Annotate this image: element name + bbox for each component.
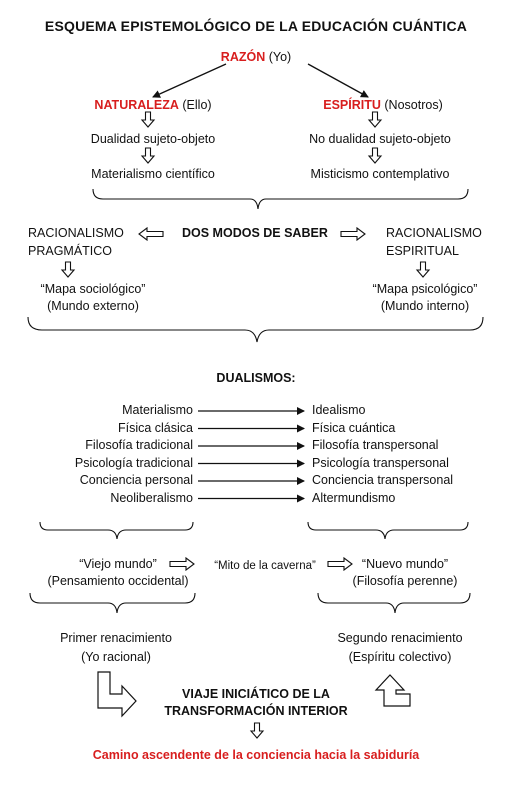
dualism-right-item: Psicología transpersonal xyxy=(312,455,449,470)
yo-racional: (Yo racional) xyxy=(81,650,151,664)
dualismos-heading: DUALISMOS: xyxy=(216,371,296,385)
razon-label: RAZÓN xyxy=(220,50,266,64)
nuevo-mundo: “Nuevo mundo” xyxy=(361,557,449,571)
arrow-to-espiritu xyxy=(308,64,368,97)
mapa-psicologico: “Mapa psicológico” xyxy=(372,282,478,296)
pensamiento-occidental: (Pensamiento occidental) xyxy=(47,574,189,588)
naturaleza-node xyxy=(94,98,211,113)
mundo-externo: (Mundo externo) xyxy=(47,299,139,313)
dualism-arrows xyxy=(198,411,304,499)
conclusion: Camino ascendente de la conciencia hacia la sabiduría xyxy=(92,748,420,762)
espiritu-colectivo: (Espíritu colectivo) xyxy=(348,650,452,664)
dualism-left-item: Física clásica xyxy=(117,420,193,435)
brace-left-dualisms xyxy=(40,522,193,539)
dualism-right-item: Altermundismo xyxy=(312,490,396,505)
viaje-iniciatico-line1: VIAJE INICIÁTICO DE LA xyxy=(182,687,330,701)
naturaleza-suffix: (Ello) xyxy=(182,98,212,112)
down-arrow-icon xyxy=(251,723,263,738)
dos-modos-de-saber: DOS MODOS DE SABER xyxy=(182,226,328,240)
bent-arrow-up-right-icon xyxy=(376,675,410,706)
right-arrow-icon xyxy=(170,558,194,570)
espiritu-label: ESPÍRITU xyxy=(323,98,381,112)
arrow-to-naturaleza xyxy=(153,64,226,97)
mundo-interno: (Mundo interno) xyxy=(380,299,470,313)
espiritu-suffix: (Nosotros) xyxy=(384,98,443,112)
right-chain-item: No dualidad sujeto-objeto xyxy=(309,132,451,146)
razon-suffix: (Yo) xyxy=(268,50,292,64)
down-arrow-icon xyxy=(369,112,381,127)
mito-de-la-caverna: “Mito de la caverna” xyxy=(214,560,316,572)
left-chain-item: Dualidad sujeto-objeto xyxy=(90,132,216,146)
racionalismo-espiritual-line2: ESPIRITUAL xyxy=(386,244,459,258)
down-arrow-icon xyxy=(417,262,429,277)
brace-new-world xyxy=(318,593,470,613)
left-chain-item: Materialismo científico xyxy=(91,167,215,181)
brace-right-dualisms xyxy=(308,522,468,539)
segundo-renacimiento: Segundo renacimiento xyxy=(337,631,463,645)
viejo-mundo: “Viejo mundo” xyxy=(79,557,157,571)
right-chain-item: Misticismo contemplativo xyxy=(310,167,450,181)
dualism-right-item: Física cuántica xyxy=(312,420,396,435)
right-arrow-icon xyxy=(328,558,352,570)
down-arrow-icon xyxy=(62,262,74,277)
racionalismo-pragmatico-line2: PRAGMÁTICO xyxy=(28,244,113,258)
brace-maps xyxy=(28,317,483,342)
bent-arrow-down-right-icon xyxy=(98,672,136,716)
filosofia-perenne: (Filosofía perenne) xyxy=(352,574,458,588)
dualism-right-item: Filosofía transpersonal xyxy=(312,438,439,452)
razon-node xyxy=(221,50,291,65)
dualism-right-item: Idealismo xyxy=(312,403,366,417)
racionalismo-pragmatico-line1: RACIONALISMO xyxy=(28,226,124,240)
dualism-left-item: Conciencia personal xyxy=(79,473,193,487)
mapa-sociologico: “Mapa sociológico” xyxy=(40,282,146,296)
dualism-left-item: Psicología tradicional xyxy=(74,455,193,470)
down-arrow-icon xyxy=(369,148,381,163)
right-arrow-icon xyxy=(341,228,365,240)
dualism-left-item: Filosofía tradicional xyxy=(85,438,193,452)
dualism-right-item: Conciencia transpersonal xyxy=(312,473,454,487)
racionalismo-espiritual-line1: RACIONALISMO xyxy=(386,226,482,240)
primer-renacimiento: Primer renacimiento xyxy=(60,631,172,645)
dualism-left-item: Neoliberalismo xyxy=(110,490,193,505)
naturaleza-label: NATURALEZA xyxy=(94,98,179,112)
down-arrow-icon xyxy=(142,112,154,127)
viaje-iniciatico-line2: TRANSFORMACIÓN INTERIOR xyxy=(164,704,348,718)
brace-old-world xyxy=(30,593,195,613)
page-title: ESQUEMA EPISTEMOLÓGICO DE LA EDUCACIÓN CUÁNTICA xyxy=(44,18,468,34)
dualism-left-item: Materialismo xyxy=(122,403,193,417)
brace-top xyxy=(93,189,468,209)
espiritu-node xyxy=(323,98,442,113)
down-arrow-icon xyxy=(142,148,154,163)
left-arrow-icon xyxy=(139,228,163,240)
